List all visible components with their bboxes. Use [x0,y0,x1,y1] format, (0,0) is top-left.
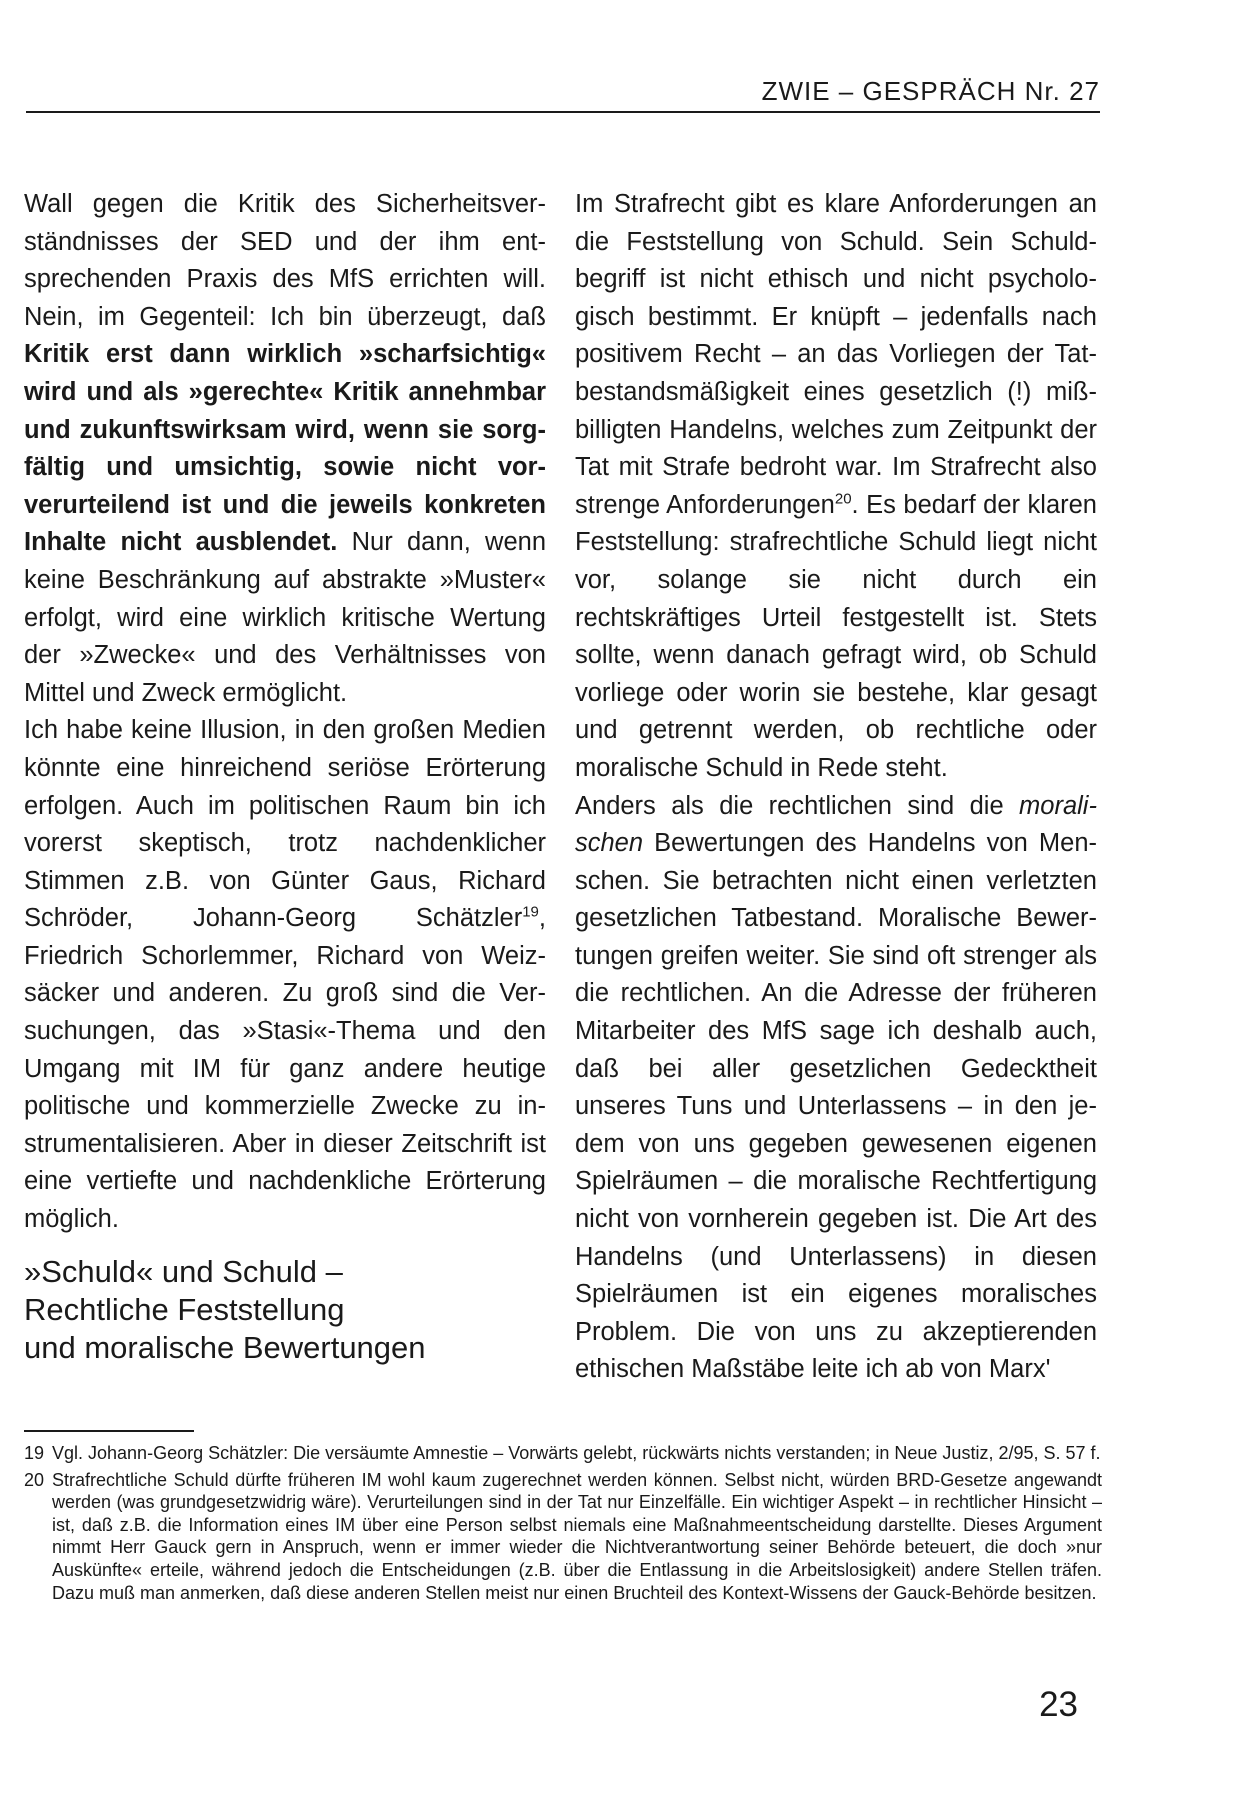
footnotes [24,1442,1102,1608]
right-column [575,186,1097,1389]
right-paragraph-2 [575,788,1097,1390]
right-p2-italic-text: moralischen [575,791,1097,858]
right-p2-text-a: Anders als die rechtlichen sind die [575,791,1004,820]
section-heading-line-1: »Schuld« und Schuld – [24,1253,343,1289]
section-heading-line-3: und moralische Bewertungen [24,1329,426,1365]
footnote-ref-19[interactable]: 19 [522,903,539,921]
footnote-ref-20[interactable]: 20 [834,490,852,508]
section-heading [24,1253,546,1367]
right-paragraph-1 [575,186,1097,788]
footnote-text: Vgl. Johann-Georg Schätzler: Die versäumte Amnestie – Vorwärts gelebt, rückwärts nichts verstanden; in Neue Justiz, 2/95, S. 57 f. [52,1443,1101,1463]
right-p1-text-b: . Es bedarf der klaren Feststellung: strafrechtliche Schuld liegt nicht vor, solange sie nicht durch ein rechtskräftiges Urteil festgestellt ist. Stets sollte, wenn danach gefragt wird, ob Schuld vorliege oder worin sie bestehe, klar gesagt und getrennt werden, ob rechtliche oder moralische Schuld in Rede steht. [575,490,1097,782]
footnote-text: Strafrechtliche Schuld dürfte früheren IM wohl kaum zugerechnet werden können. Selbst nicht, würden BRD-Gesetze angewandt werden (was grundgesetzwidrig wäre). Verurteilungen sind in der Tat nur Einzelfälle. Ein wichtiger Aspekt – in rechtlicher Hinsicht – ist, daß z.B. die Information eines IM über eine Person selbst niemals eine Maßnahmeentscheidung darstellte. Dieses Argument nimmt Herr Gauck gern in Anspruch, wenn er immer wieder die Nichtverantwortung seiner Behörde beteuert, die doch »nur Auskünfte« erteile, während jedoch die Entscheidungen (z.B. über die Entlassung in die Arbeitslosigkeit) andere Stellen träfen. Dazu muß man anmerken, daß diese anderen Stellen meist nur einen Bruchteil des Kontext-Wissens der Gauck-Behörde besitzen. [52,1469,1102,1603]
footnote-20 [24,1469,1102,1605]
footnote-number: 20 [24,1469,45,1490]
section-heading-line-2: Rechtliche Feststellung [24,1291,345,1327]
left-p1-bold-text: Kritik erst dann wirklich »scharfsichtig« wird und als »gerechte« Kritik annehmbar und zukunftswirksam wird, wenn sie sorgfältig und umsichtig, sowie nicht vorverurteilend ist und die jeweils konkreten Inhalte nicht ausblendet. [24,340,546,557]
running-header: ZWIE – GESPRÄCH Nr. 27 [761,76,1100,106]
left-p2-text-a: Ich habe keine Illusion, in den großen Medien könnte eine hinreichend seriöse Erörterung erfolgen. Auch im politischen Raum bin ich vorerst skeptisch, trotz nachdenklicher Stimmen z.B. von Günter Gaus, Richard Schröder, Johann-Georg Schätzler [24,716,546,933]
footnote-19 [24,1442,1102,1465]
right-p2-text-b: Bewertungen des Handelns von Menschen. Sie betrachten nicht einen verletzten gesetzlichen Tatbestand. Moralische Bewertungen greifen weiter. Sie sind oft strenger als die rechtlichen. An die Adresse der früheren Mitarbeiter des MfS sage ich deshalb auch, daß bei aller gesetzlichen Gedecktheit unseres Tuns und Unterlassens – in den jedem von uns gegeben gewesenen eigenen Spielräumen – die moralische Rechtfertigung nicht von vornherein gegeben ist. Die Art des Handelns (und Unterlassens) in diesen Spielräumen ist ein eigenes moralisches Problem. Die von uns zu akzeptierenden ethischen Maßstäbe leite ich ab von Marx' [575,829,1097,1384]
left-p1-text-a: Wall gegen die Kritik des Sicherheitsverständnisses der SED und der ihm entsprechenden Praxis des MfS errichten will. Nein, im Gegenteil: Ich bin überzeugt, daß [24,190,546,331]
footnote-rule [24,1430,194,1432]
right-p1-text-a: Im Strafrecht gibt es klare Anforderungen an die Feststellung von Schuld. Sein Schuldbegriff ist nicht ethisch und nicht psychologisch bestimmt. Er knüpft – jedenfalls nach positivem Recht – an das Vorliegen der Tatbestandsmäßigkeit eines gesetzlich (!) mißbilligten Handelns, welches zum Zeitpunkt der Tat mit Strafe bedroht war. Im Strafrecht also strenge Anforderungen [575,190,1097,519]
left-paragraph-1 [24,186,546,712]
left-p2-text-b: , Friedrich Schorlemmer, Richard von Weizsäcker und anderen. Zu groß sind die Versuchungen, das »Stasi«-Thema und den Umgang mit IM für ganz andere heutige politische und kommerzielle Zwecke zu instrumentalisieren. Aber in dieser Zeitschrift ist eine vertiefte und nachdenkliche Erörterung möglich. [24,904,546,1234]
header-rule [26,111,1100,113]
footnote-number: 19 [24,1443,45,1463]
left-column [24,186,546,1367]
left-paragraph-2 [24,712,546,1238]
page-number: 23 [1039,1685,1078,1724]
left-p1-text-b: Nur dann, wenn keine Beschränkung auf abstrakte »Muster« erfolgt, wird eine wirklich kritische Wertung der »Zwecke« und des Verhältnisses von Mittel und Zweck ermöglicht. [24,528,547,707]
